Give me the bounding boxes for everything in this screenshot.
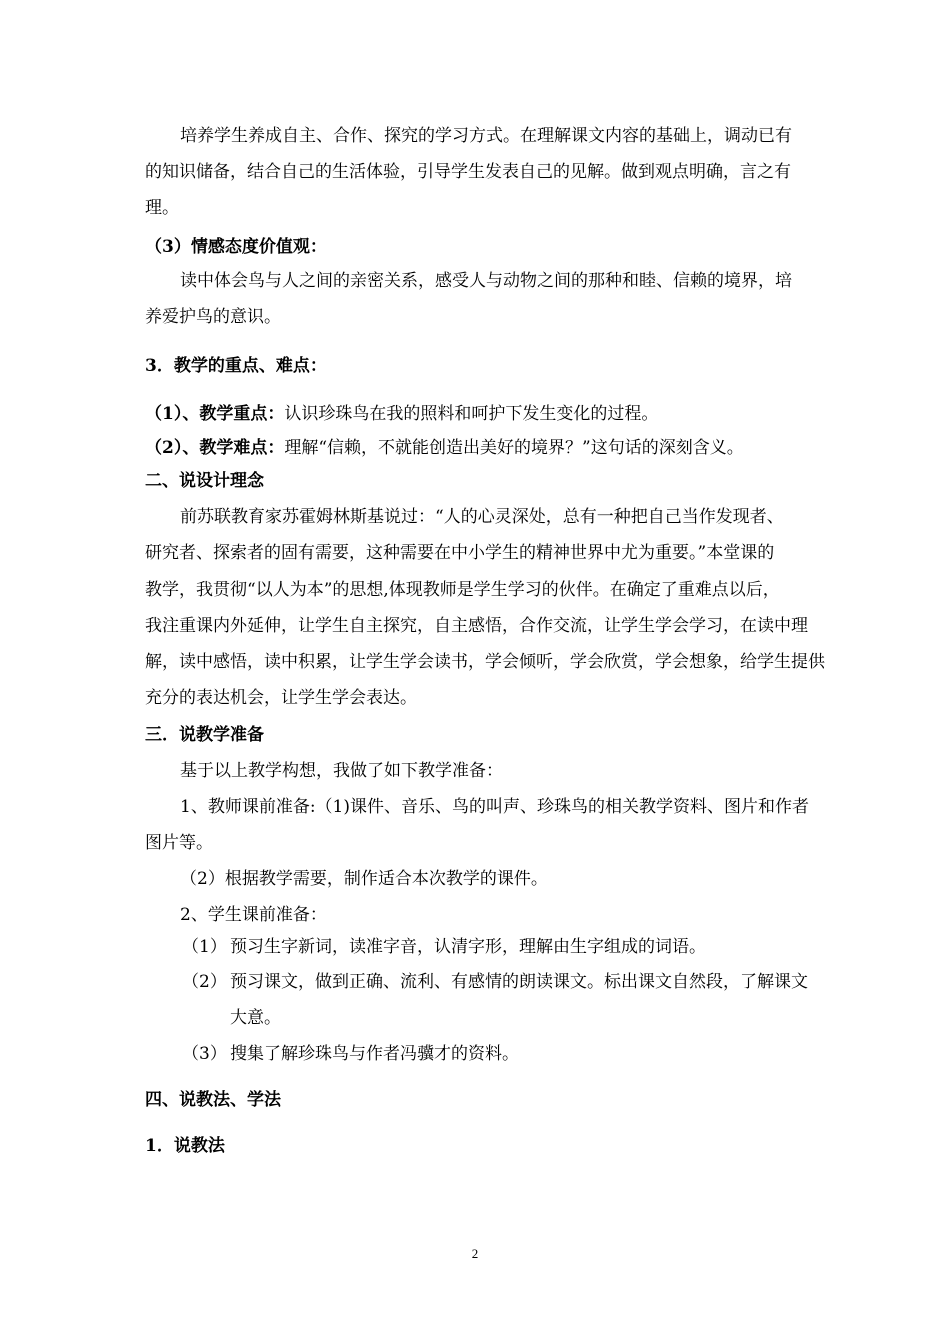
list-number: （1） <box>182 937 227 957</box>
paragraph-line: 图片等。 <box>145 833 213 853</box>
paragraph-line: 培养学生养成自主、合作、探究的学习方式。在理解课文内容的基础上，调动已有 <box>180 126 792 146</box>
paragraph-line: 教学，我贯彻“以人为本”的思想,体现教师是学生学习的伙伴。在确定了重难点以后， <box>145 580 780 600</box>
subsection-heading: 1．说教法 <box>145 1136 225 1156</box>
section-heading: 三．说教学准备 <box>145 725 264 745</box>
section-heading: 四、说教法、学法 <box>145 1090 281 1110</box>
difficult-point-label: （2）、教学难点： <box>145 438 285 458</box>
difficult-point-line <box>145 436 850 460</box>
paragraph-line: 1、教师课前准备:（1)课件、音乐、鸟的叫声、珍珠鸟的相关教学资料、图片和作者 <box>180 797 809 817</box>
paragraph-line: 充分的表达机会，让学生学会表达。 <box>145 688 417 708</box>
paragraph-line: 养爱护鸟的意识。 <box>145 307 281 327</box>
paragraph-line: 理。 <box>145 198 179 218</box>
paragraph-line: 解，读中感悟，读中积累，让学生学会读书，学会倾听，学会欣赏，学会想象，给学生提供 <box>145 652 825 672</box>
list-item-text: 预习课文，做到正确、流利、有感情的朗读课文。标出课文自然段，了解课文 <box>230 972 808 992</box>
difficult-point-text: 理解“信赖，不就能创造出美好的境界？”这句话的深刻含义。 <box>284 438 744 458</box>
list-item-text: 大意。 <box>230 1008 281 1028</box>
list-item-text: 搜集了解珍珠鸟与作者冯骥才的资料。 <box>230 1044 519 1064</box>
section-heading: 二、说设计理念 <box>145 471 264 491</box>
key-point-line <box>145 402 850 426</box>
key-point-label: （1）、教学重点： <box>145 404 285 424</box>
paragraph-line: 基于以上教学构想，我做了如下教学准备： <box>180 761 503 781</box>
page-number: 2 <box>471 1246 479 1261</box>
paragraph-line: 我注重课内外延伸，让学生自主探究，自主感悟，合作交流，让学生学会学习，在读中理 <box>145 616 808 636</box>
paragraph-line: （2）根据教学需要，制作适合本次教学的课件。 <box>180 869 548 889</box>
paragraph-line: 读中体会鸟与人之间的亲密关系，感受人与动物之间的那种和睦、信赖的境界，培 <box>180 271 792 291</box>
key-point-text: 认识珍珠鸟在我的照料和呵护下发生变化的过程。 <box>284 404 659 424</box>
subsection-heading: （3）情感态度价值观： <box>145 237 327 257</box>
list-number: （2） <box>182 972 227 992</box>
list-number: （3） <box>182 1044 227 1064</box>
section-heading: 3．教学的重点、难点： <box>145 356 327 376</box>
paragraph-line: 研究者、探索者的固有需要，这种需要在中小学生的精神世界中尤为重要。”本堂课的 <box>145 543 775 563</box>
paragraph-line: 2、学生课前准备： <box>180 905 327 925</box>
paragraph-line: 前苏联教育家苏霍姆林斯基说过：“人的心灵深处，总有一种把自己当作发现者、 <box>180 507 784 527</box>
list-item-text: 预习生字新词，读准字音，认清字形，理解由生字组成的词语。 <box>230 937 706 957</box>
paragraph-line: 的知识储备，结合自己的生活体验，引导学生发表自己的见解。做到观点明确，言之有 <box>145 162 791 182</box>
